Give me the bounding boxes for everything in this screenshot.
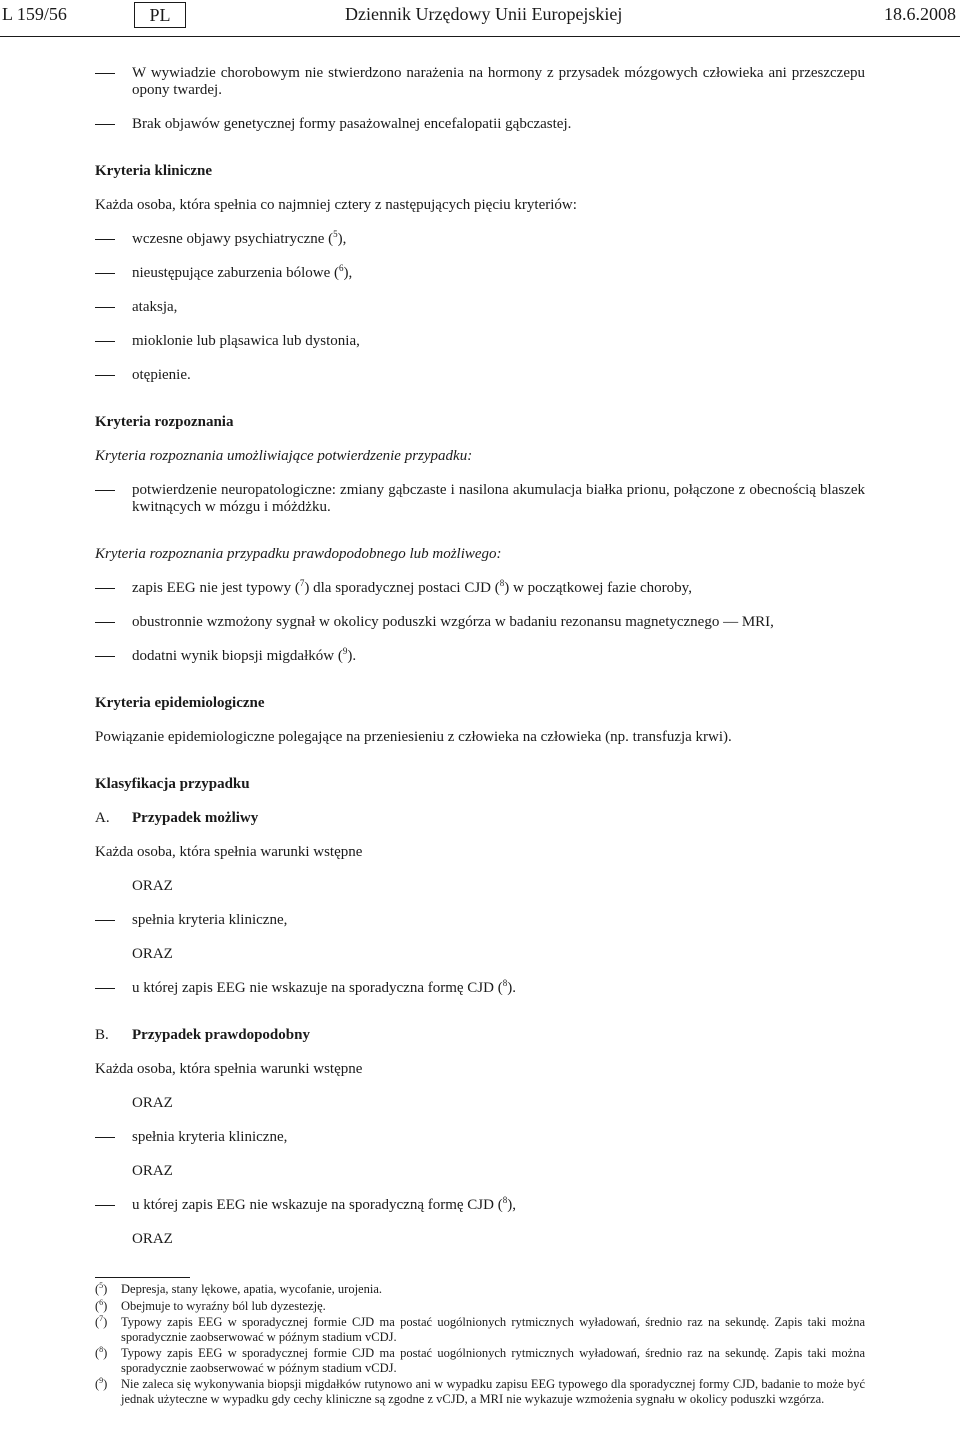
header-divider [0,36,960,37]
subsection-a [95,810,865,827]
confirmed-lead: Kryteria rozpoznania umożliwiające potwierdzenie przypadku: [95,448,473,464]
dash-marker [95,482,132,516]
footnote [95,1346,865,1375]
subsection-title: Przypadek możliwy [132,810,259,826]
footnote [95,1315,865,1344]
list-item-text: Brak objawów genetycznej formy pasażowalnej encefalopatii gąbczastej. [132,116,572,132]
list-item [95,65,865,99]
footnote-ref: 8 [502,978,508,988]
dash-marker [95,116,132,133]
footnote [95,1299,865,1314]
list-item [95,482,865,516]
list-item-text: spełnia kryteria kliniczne, [132,912,288,928]
list-item [95,912,865,929]
subsection-letter: A. [95,810,110,826]
clinical-lead: Każda osoba, która spełnia co najmniej cztery z następujących pięciu kryteriów: [95,197,577,213]
list-item [95,333,865,350]
and-connector: ORAZ [132,1163,173,1179]
page-header [0,2,960,30]
list-item [95,614,865,631]
and-connector: ORAZ [132,1095,173,1111]
footnote-ref: 7 [299,578,305,588]
footnote-marker: ($^9$) [95,1376,108,1391]
list-item: wczesne objawy psychiatryczne ($^5$), [95,231,865,248]
language-badge: PL [134,2,186,28]
footnote-text: Nie zaleca się wykonywania biopsji migdałków rutynowo ani w wypadku zapisu EEG typowego dla sporadycznej formy CJD, badanie to może być jednak użyteczne w wypadku gdy cechy kliniczne są zgodne z vCJD, a MRI nie wykazuje wzmożenia sygnału w okolicy poduszki wzgórza. [121,1377,865,1406]
list-item: dodatni wynik biopsji migdałków ($^9$). [95,648,865,665]
section-heading-epidemiological: Kryteria epidemiologiczne [95,695,265,711]
footnote-ref: 5 [333,229,338,239]
footnote-text: Obejmuje to wyraźny ból lub dyzestezję. [121,1298,326,1313]
list-item: nieustępujące zaburzenia bólowe ($^6$), [95,265,865,282]
footnote-ref: 8 [499,578,505,588]
footnote [95,1282,865,1297]
and-connector: ORAZ [132,946,173,962]
list-item: u której zapis EEG nie wskazuje na sporadyczna formę CJD ($^8$). [95,980,865,997]
list-item [95,116,865,133]
list-item [95,299,865,316]
dash-marker [95,614,132,631]
case-lead: Każda osoba, która spełnia warunki wstępne [95,1061,363,1077]
footnote-ref: 8 [502,1195,508,1205]
list-item-text: potwierdzenie neuropatologiczne: zmiany gąbczaste i nasilona akumulacja białka prionu, połączone z obecnością blaszek kwitnących w mózgu i móżdżku. [132,482,865,515]
dash-marker [95,265,132,282]
footnote-text: Depresja, stany lękowe, apatia, wycofanie, urojenia. [121,1282,383,1296]
subsection-title: Przypadek prawdopodobny [132,1027,310,1043]
footnote-marker: ($^5$) [95,1281,108,1296]
list-item [95,367,865,384]
journal-title: Dziennik Urzędowy Unii Europejskiej [345,4,623,24]
footnote-text: Typowy zapis EEG w sporadycznej formie CJD ma postać uogólnionych rytmicznych wyładowań, średnio raz na sekundę. Zapis taki można sporadycznie zaobserwować w późnym stadium vCDJ. [121,1346,865,1375]
footnote [95,1377,865,1406]
subsection-letter: B. [95,1027,109,1043]
list-item-text: mioklonie lub pląsawica lub dystonia, [132,333,360,349]
page-reference: L 159/56 [2,4,67,24]
footnote-ref: 6 [338,263,344,273]
dash-marker [95,1197,132,1214]
footnote-marker: ($^7$) [95,1314,108,1329]
list-item-text: ataksja, [132,299,178,315]
footnote-marker: ($^8$) [95,1345,108,1360]
and-connector: ORAZ [132,1231,173,1247]
dash-marker [95,367,132,384]
section-heading-classification: Klasyfikacja przypadku [95,776,250,792]
and-connector: ORAZ [132,878,173,894]
dash-marker [95,65,132,99]
footnote-divider [95,1277,190,1278]
list-item [95,1129,865,1146]
dash-marker [95,980,132,997]
subsection-b [95,1027,865,1044]
publication-date: 18.6.2008 [884,4,956,24]
probable-lead: Kryteria rozpoznania przypadku prawdopodobnego lub możliwego: [95,546,502,562]
footnote-ref: 9 [342,646,348,656]
list-item-text: spełnia kryteria kliniczne, [132,1129,288,1145]
section-heading-diagnosis: Kryteria rozpoznania [95,414,234,430]
dash-marker [95,1129,132,1146]
section-heading-clinical: Kryteria kliniczne [95,163,213,179]
list-item-text: W wywiadzie chorobowym nie stwierdzono narażenia na hormony z przysadek mózgowych człowieka ani przeszczepu opony twardej. [132,65,865,98]
dash-marker [95,580,132,597]
footnotes [95,1282,865,1408]
dash-marker [95,299,132,316]
footnote-marker: ($^6$) [95,1297,108,1313]
epidemiological-text: Powiązanie epidemiologiczne polegające na przeniesieniu z człowieka na człowieka (np. transfuzja krwi). [95,729,732,745]
dash-marker [95,648,132,665]
dash-marker [95,231,132,248]
list-item-text: obustronnie wzmożony sygnał w okolicy poduszki wzgórza w badaniu rezonansu magnetycznego — MRI, [132,614,774,630]
footnote-text: Typowy zapis EEG w sporadycznej formie CJD ma postać uogólnionych rytmicznych wyładowań, średnio raz na sekundę. Zapis taki można sporadycznie zaobserwować w późnym stadium vCDJ. [121,1315,865,1344]
list-item: zapis EEG nie jest typowy ($^7$) dla sporadycznej postaci CJD ($^8$) w początkowej fazie choroby, [95,580,865,597]
dash-marker [95,333,132,350]
case-lead: Każda osoba, która spełnia warunki wstępne [95,844,363,860]
list-item-text: otępienie. [132,367,191,383]
document-body [95,65,865,1248]
list-item: u której zapis EEG nie wskazuje na sporadyczną formę CJD ($^8$), [95,1197,865,1214]
dash-marker [95,912,132,929]
